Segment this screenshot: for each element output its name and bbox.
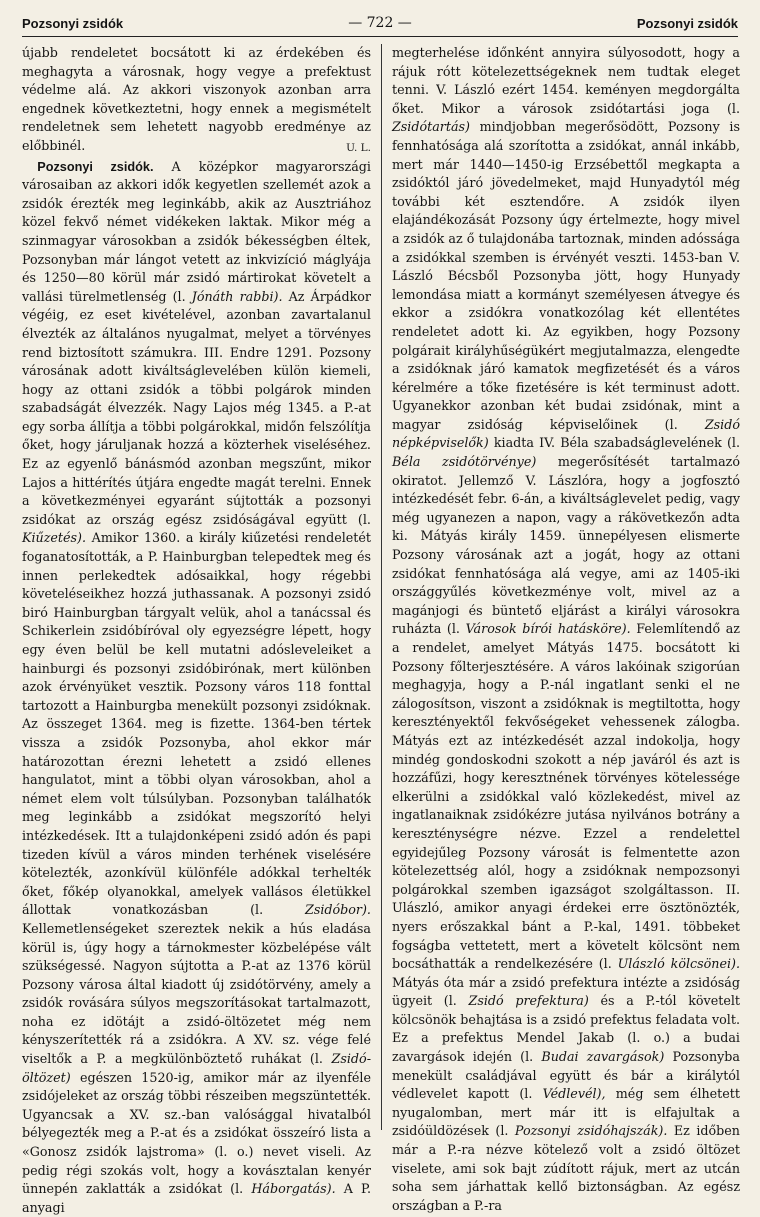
text-run: és a P.-tól követelt kölcsönök behajtása is a zsidó prefektus feladata volt. Ez a prefektus Mendel Jakab (l. o.) a budai zavargások idején (l. (391, 993, 740, 1065)
right-column (381, 44, 740, 1213)
cross-reference: Zsidó prefektura) (468, 993, 589, 1009)
text-run: Ez időben már a P.-ra nézve kötelező volt a zsidó öltözet viselete, ami sok bajt zúdított rájuk, mert az utcán soha sem járhattak kellő biztonságban. Az egész országban a P.-ra (391, 1123, 740, 1213)
cross-reference: Kiűzetés). (22, 530, 87, 546)
cross-reference: Béla zsidótörvénye) (391, 454, 537, 470)
text-run: Mátyás óta már a zsidó prefektura intézte a zsidóság ügyeit (l. (391, 974, 740, 1009)
cross-reference: Zsidótartás) (391, 119, 470, 135)
text-run: Amikor 1360. a király kiűzetési rendeletét foganatosították, a P. Hainburgban telepedtek meg és innen perlekedtek adósaikkal, hogy régebbi követeléseikhez hozzá juthassanak. A pozsonyi zsidó biró Hainburgban tárgyalt velük, ahol a tanácssal és Schikerlein zsidóbíróval oly egyezségre lépett, hogy egy éven belül be kell mutatni adósleveleiket a hainburgi és pozsonyi zsidóbirónak, mert különben azok érvényüket vesztik. Pozsony város 118 fonttal tartozott a Hainburgba menekült pozsonyi zsidóknak. Az összeget 1364. meg is fizette. 1364-ben tértek vissza a zsidók Pozsonyba, ahol ekkor már határozottan érezni lehetett a zsidó ellenes hangulatot, mint a többi olyan városokban, ahol a német elem volt túlsúlyban. Pozsonyban találhatók meg leginkább a zsidókat megszorító helyi intézkedések. Itt a tulajdonképeni zsidó adón és papi tizeden kívül a város minden terhének viselésére kötelezték, azonkívül különféle adókkal terhelték őket, főkép olyanokkal, amelyek vallásos életükkel állottak vonatkozásban (l. (22, 530, 371, 918)
author-signature: U. L. (346, 141, 371, 154)
text-run: A P. anyagi (22, 1181, 371, 1215)
page-number: — 722 — (348, 15, 412, 31)
cross-reference: Védlevél), (542, 1086, 606, 1102)
cross-reference: Budai zavargások) (541, 1049, 665, 1065)
cross-reference: Zsidóbor). (305, 902, 371, 918)
text-run: Felemlítendő az a rendelet, amelyet Mátyás 1475. bocsátott ki Pozsony főlterjesztésére. A város lakóinak szigorúan meghagyja, hogy a P.-nál ingatlant senki el ne zálogosítson, viszont a zsidóknak is megtiltotta, hogy keresztényektől fekvőségeket vehessenek zálogba. Mátyás ezt az intézkedését azzal indokolja, hogy mindég gondoskodni szokott a nép javáról és azt is hozzáfűzi, hogy keresztnének törvényes kötelessége elkerülni a zsidókkal való közlekedést, mivel az ingatlanaiknak zsidókézre jutása nyilvános botrány a kereszténységre nézve. Ezzel a rendelettel egyidejűleg Pozsony városát is felmentette azon kötelezettség alól, hogy a zsidóknak nempozsonyi polgárokkal szemben igazságot szolgáltasson. II. Ulászló, amikor anyagi érdekei erre ösztönözték, nyers erőszakkal bánt a P.-kal, 1491. többeket fogságba vettetett, mert a követelt kölcsönt nem bocsáthatták a rendelkezésére (l. (391, 621, 740, 972)
article-paragraph (22, 158, 371, 1217)
cross-reference: Jónáth rabbi). (191, 288, 283, 304)
cross-reference: Zsidó népképviselők) (391, 416, 740, 451)
cross-reference: Ulászló kölcsönei). (617, 956, 740, 972)
left-column (22, 44, 381, 1215)
header-right-title: Pozsonyi zsidók (636, 15, 738, 31)
cross-reference: Városok bírói hatásköre). (465, 621, 631, 637)
article-headword: Pozsonyi zsidók. (37, 159, 154, 174)
text-run: megerősítését tartalmazó okiratot. Jellemző V. Lászlóra, hogy a jogfosztó intézkedését febr. 6-án, a kiváltságlevelet pedig, vagy még ugyanezen a napon, vagy a rákövetkezőn adta ki. Mátyás király 1459. ünnepélyesen elismerte Pozsony városának azt a jogát, hogy az ottani zsidókat fennhatósága alá vegye, ami az 1405-iki országgyűlés következménye volt, mivel az a magánjogi és büntető eljárást a királyi városokra ruházta (l. (391, 454, 740, 637)
intro-paragraph (22, 44, 371, 156)
text-run: Az Árpádkor végéig, ez eset kivételével, azonban zavartalanul élvezték az általános nyugalmat, melyet a törvényes rend biztosított számukra. III. Endre 1291. Pozsony városának adott kiváltságlevelében külön kiemeli, hogy az ottani zsidók a többi polgárok minden szabadságát élvezzék. Nagy Lajos még 1345. a P.-at egy sorba állítja a többi polgárokkal, midőn felszólítja őket, hogy járuljanak hozzá a közterhek viseléséhez. Ez az egyenlő bánásmód azonban megszűnt, mikor Lajos a hittérítés útjára engedte magát terelni. Ennek a következményei egyaránt sújtották a pozsonyi zsidókat az ország egész zsidóságával együtt (l. (22, 288, 371, 527)
cross-reference: Zsidó-öltözet) (22, 1051, 371, 1085)
text-run: megterhelése időnként annyira súlyosodott, hogy a rájuk rótt kötelezettségeknek nem tudtak eleget tenni. V. László ezért 1454. keményen megdorgálta őket. Mikor a városok zsidótartási joga (l. (391, 45, 740, 116)
text-run: kiadta IV. Béla szabadságlevelének (l. (493, 435, 740, 451)
text-run: Kellemetlenségeket szereztek nekik a hús eladása körül is, úgy hogy a tárnokmester közbelépése vált szükségessé. Nagyon sújtotta a P.-at az 1376 körül Pozsony városa által kiadott új zsidótörvény, amely a zsidók rovására súlyos megszorításokat tartalmazott, noha ez idötájt a zsidó-öltözetet még nem kényszerítették rá a zsidókra. A XV. sz. vége felé viseltők a P. a megkülönböztető ruhákat (l. (22, 920, 371, 1067)
text-run: A középkor magyarországi városaiban az akkori idők kegyetlen szellemét azok a zsidók érezték meg leginkább, akik az Ausztriához közel fekvő német vidékeken laktak. Mikor még a szinmagyar városokban a zsidók békességben éltek, Pozsonyban már lángot vetett az inkvizíció máglyája és 1250—80 körül már zsidó mártirokat követelt a vallási türelmetlenség (l. (22, 158, 371, 304)
header-left-title: Pozsonyi zsidók (22, 15, 124, 31)
cross-reference: Háborgatás). (251, 1181, 336, 1197)
running-header (22, 10, 738, 37)
cross-reference: Pozsonyi zsidóhajszák). (514, 1123, 668, 1139)
article-continuation (392, 44, 740, 1215)
intro-text: újabb rendeletet bocsátott ki az érdekében és meghagyta a városnak, hogy vegye a prefektust védelme alá. Az akkori viszonyok azonban arra engednek következtetni, hogy ennek a megismételt rendeletnek sem lehetett nagyobb eredménye az előbbinél. (22, 45, 371, 153)
text-run: egészen 1520-ig, amikor már az ilyenféle zsidójeleket az ország többi részeiben megszüntették. Ugyancsak a XV. sz.-ban valósággal hivatalból bélyegezték meg a P.-at és a zsidókat összeíró lista a «Gonosz zsidók lajstroma» (l. o.) nevet viseli. Az pedig régi szokás volt, hogy a kovásztalan kenyér ünnepén zaklatták a zsidókat (l. (22, 1069, 371, 1197)
text-columns (22, 44, 740, 1215)
text-run: mindjobban megerősödött, Pozsony is fennhatósága alá szorította a zsidókat, annál inkább, mert már 1440—1450-ig Erzsébettől megkapta a zsidóktól járó jövedelmeket, majd Hunyadytól még további két esztendőre. A zsidók ilyen elajándékozását Pozsony úgy értelmezte, hogy mivel a zsidók az ő tulajdonába tartoznak, minden adóssága a zsidókkal szemben is érvényét veszti. 1453-ban V. László Bécsből Pozsonyba jött, hogy Hunyady lemondása miatt a kormányt személyesen átvegye és ekkor a zsidókra vonatkozólag két ellentétes rendeletet adott ki. Az egyikben, hogy Pozsony polgárait királyhűségükért megjutalmazza, elengedte a zsidóknak járó kamatok megfizetését és a város kérelmére a tőke fizetésére is két terminust adott. Ugyanekkor azonban két budai zsidónak, mint a magyar zsidóság képviselőinek (l. (391, 119, 740, 432)
text-run: még sem élhetett nyugalomban, mert már itt is elfajultak a zsidóüldözések (l. (391, 1086, 740, 1139)
text-run: Pozsonyba menekült családjával együtt és bár a királytól védlevelet kapott (l. (391, 1049, 740, 1102)
